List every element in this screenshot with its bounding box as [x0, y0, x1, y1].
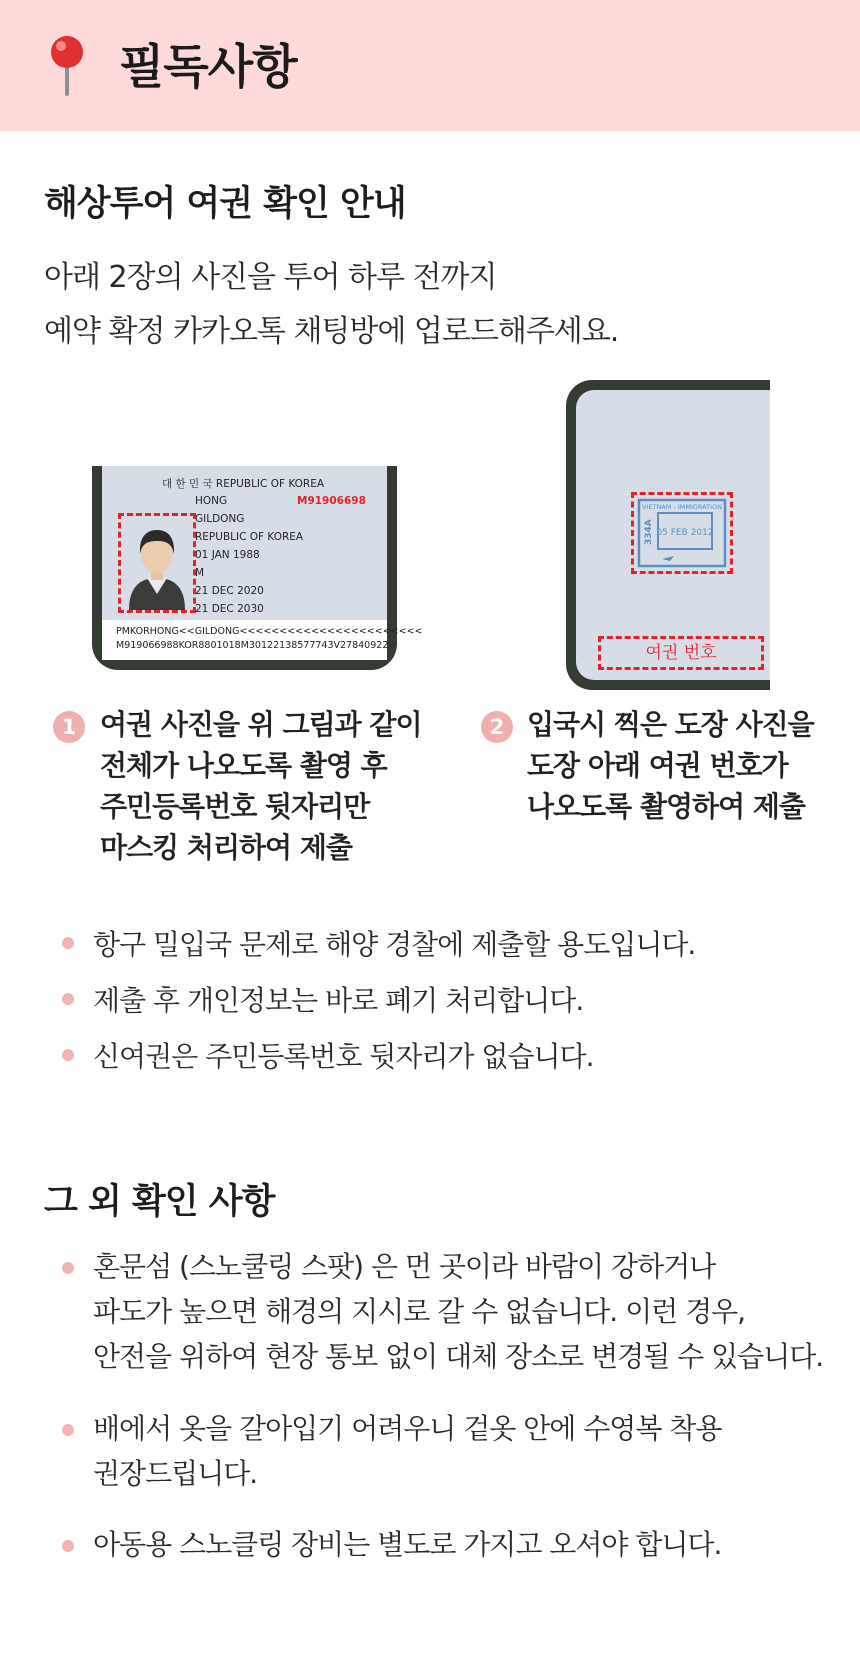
step-2-line: 나오도록 촬영하여 제출 — [527, 790, 805, 823]
other-item — [93, 1406, 721, 1496]
bullet-dot — [62, 993, 74, 1005]
bullet-dot — [62, 1424, 74, 1436]
card-expiry-date: 21 DEC 2030 — [195, 603, 264, 615]
step-1-line: 주민등록번호 뒷자리만 — [100, 790, 370, 823]
step-1-text — [100, 704, 422, 868]
step-2-badge: 2 — [481, 711, 513, 743]
passport-number-box: 여권 번호 — [598, 636, 764, 670]
notice-header — [0, 0, 860, 131]
other-item-line: 안전을 위하여 현장 통보 없이 대체 장소로 변경될 수 있습니다. — [93, 1340, 824, 1373]
card-given-name: GILDONG — [195, 513, 245, 525]
step-1-line: 마스킹 처리하여 제출 — [100, 831, 352, 864]
card-issue-date: 21 DEC 2020 — [195, 585, 264, 597]
note-item: 항구 밀입국 문제로 해양 경찰에 제출할 용도입니다. — [93, 928, 696, 961]
step-2-line: 도장 아래 여권 번호가 — [527, 749, 788, 782]
bullet-dot — [62, 1049, 74, 1061]
card-passport-number: M91906698 — [297, 495, 366, 507]
step-1-badge: 1 — [53, 711, 85, 743]
person-silhouette-icon — [121, 516, 193, 610]
photo-mask-box — [118, 513, 196, 613]
card-sex: M — [195, 567, 205, 579]
immigration-stamp-icon — [634, 495, 730, 571]
card-nationality: REPUBLIC OF KOREA — [195, 531, 304, 543]
other-section-title: 그 외 확인 사항 — [44, 1182, 275, 1222]
passport-stamp-page-illustration — [566, 380, 770, 690]
other-item-line: 배에서 옷을 갈아입기 어려우니 겉옷 안에 수영복 착용 — [93, 1412, 722, 1445]
stamp-date: 05 FEB 2012 — [656, 528, 714, 538]
other-item — [93, 1244, 823, 1379]
pushpin-icon — [42, 34, 92, 96]
mrz-line-1: PMKORHONG<<GILDONG<<<<<<<<<<<<<<<<<<<<<<< — [116, 626, 423, 637]
card-surname: HONG — [195, 495, 228, 507]
other-item-line: 권장드립니다. — [93, 1457, 258, 1490]
mrz-zone — [102, 620, 423, 660]
step-1-line: 여권 사진을 위 그림과 같이 — [100, 708, 422, 741]
step-2-text — [527, 704, 814, 827]
step-2-line: 입국시 찍은 도장 사진을 — [527, 708, 814, 741]
step-1-line: 전체가 나오도록 촬영 후 — [100, 749, 387, 782]
stamp-code: 334A — [644, 519, 654, 545]
intro-line-2: 예약 확정 카카오톡 채팅방에 업로드해주세요. — [44, 314, 619, 349]
note-item: 신여권은 주민등록번호 뒷자리가 없습니다. — [93, 1040, 594, 1073]
stamp-title: VIETNAM - IMMIGRATION — [642, 503, 722, 511]
bullet-dot — [62, 937, 74, 949]
other-item-line: 파도가 높으면 해경의 지시로 갈 수 없습니다. 이런 경우, — [93, 1295, 746, 1328]
page-title: 필독사항 — [119, 40, 297, 95]
card-birth-date: 01 JAN 1988 — [195, 549, 260, 561]
passport-photo-page-illustration — [92, 466, 423, 670]
mrz-line-2: M919066988KOR8801018M30122138577743V27840922 — [116, 640, 389, 651]
card-header-text: 대 한 민 국 REPUBLIC OF KOREA — [162, 478, 325, 490]
other-item — [93, 1522, 721, 1567]
other-item-line: 혼문섬 (스노쿨링 스팟) 은 먼 곳이라 바람이 강하거나 — [93, 1250, 716, 1283]
intro-line-1: 아래 2장의 사진을 투어 하루 전까지 — [44, 260, 497, 295]
bullet-dot — [62, 1262, 74, 1274]
other-item-line: 아동용 스노클링 장비는 별도로 가지고 오셔야 합니다. — [93, 1528, 722, 1561]
note-item: 제출 후 개인정보는 바로 폐기 처리합니다. — [93, 984, 584, 1017]
bullet-dot — [62, 1540, 74, 1552]
passport-section-title: 해상투어 여권 확인 안내 — [44, 184, 406, 224]
stamp-highlight-box — [631, 492, 733, 574]
